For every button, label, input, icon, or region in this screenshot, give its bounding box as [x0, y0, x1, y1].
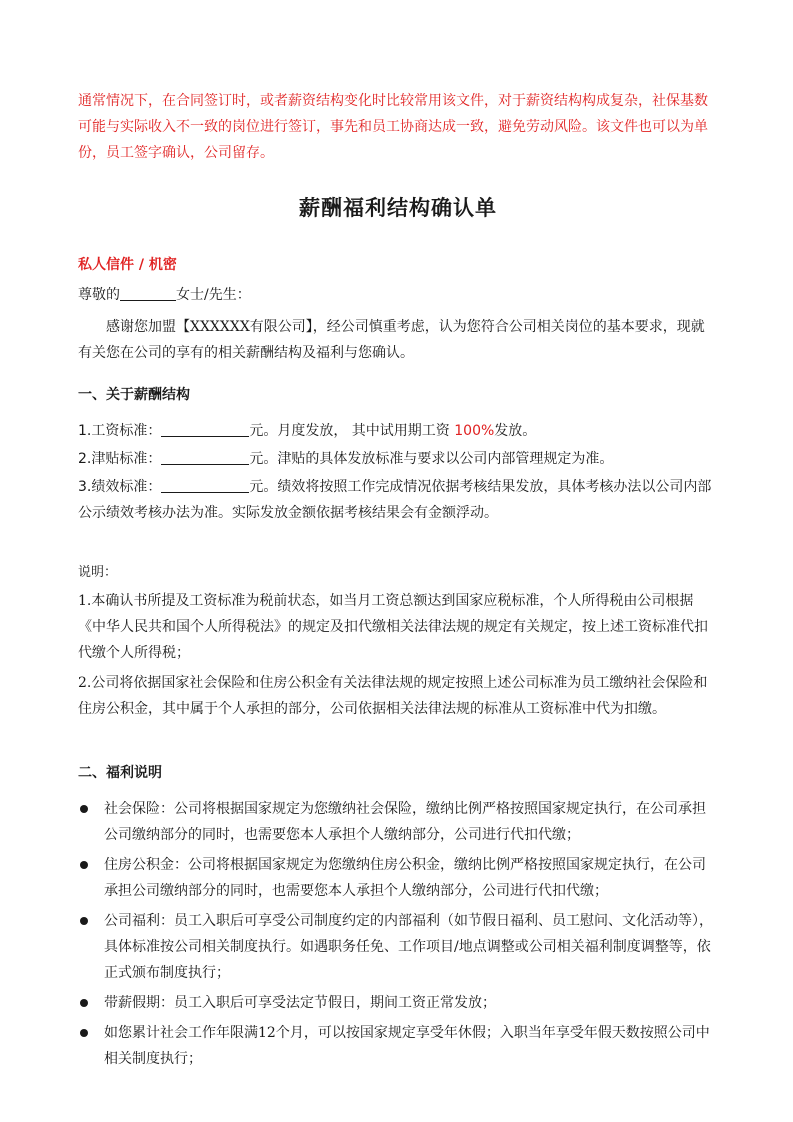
benefits-list — [78, 796, 718, 1072]
salary-item-base — [78, 418, 718, 444]
list-item — [78, 796, 718, 848]
bullet-icon — [80, 805, 88, 813]
list-item-text: 公司福利：员工入职后可享受公司制度约定的内部福利（如节假日福利、员工慰问、文化活动等），具体标准按公司相关制度执行。如遇职务任免、工作项目/地点调整或公司相关福利制度调整等，依正式颁布制度执行； — [104, 913, 713, 981]
amount-blank — [161, 421, 249, 437]
list-item — [78, 1020, 718, 1072]
salary-items — [78, 418, 718, 526]
list-item-text: 带薪假期：员工入职后可享受法定节假日，期间工资正常发放； — [104, 995, 496, 1011]
list-item — [78, 990, 718, 1016]
notes-title: 说明： — [78, 565, 118, 580]
amount-blank — [161, 449, 249, 465]
bullet-icon — [80, 917, 88, 925]
salary-item-label: 3.绩效标准： — [78, 479, 162, 495]
name-blank — [120, 285, 176, 301]
note-item: 2.公司将依据国家社会保险和住房公积金有关法律法规的规定按照上述公司标准为员工缴纳社会保险和住房公积金，其中属于个人承担的部分，公司依据相关法律法规的标准从工资标准中代为扣缴。 — [78, 675, 708, 717]
bullet-icon — [80, 1029, 88, 1037]
bullet-icon — [80, 861, 88, 869]
salary-item-performance — [78, 474, 718, 526]
list-item-text: 如您累计社会工作年限满12个月，可以按国家规定享受年休假；入职当年享受年假天数按照公司中相关制度执行； — [104, 1025, 710, 1067]
list-item-text: 住房公积金：公司将根据国家规定为您缴纳住房公积金，缴纳比例严格按照国家规定执行，在公司承担公司缴纳部分的同时，也需要您本人承担个人缴纳部分，公司进行代扣代缴； — [104, 857, 706, 899]
salary-item-label: 2.津贴标准： — [78, 451, 162, 467]
amount-blank — [161, 477, 249, 493]
bullet-icon — [80, 999, 88, 1007]
page-title: 薪酬福利结构确认单 — [299, 195, 497, 220]
salary-item-text: 元。月度发放， 其中试用期工资 — [249, 423, 455, 439]
list-item-text: 社会保险：公司将根据国家规定为您缴纳社会保险，缴纳比例严格按照国家规定执行，在公司承担公司缴纳部分的同时，也需要您本人承担个人缴纳部分，公司进行代扣代缴； — [104, 801, 706, 843]
section-salary-title: 一、关于薪酬结构 — [78, 387, 190, 403]
section-benefits-title: 二、福利说明 — [78, 765, 162, 781]
intro-paragraph: 感谢您加盟【XXXXXX有限公司】，经公司慎重考虑，认为您符合公司相关岗位的基本要求，现就有关您在公司的享有的相关薪酬结构及福利与您确认。 — [78, 319, 705, 361]
note-item: 1.本确认书所提及工资标准为税前状态，如当月工资总额达到国家应税标准，个人所得税由公司根据《中华人民共和国个人所得税法》的规定及扣代缴相关法律法规的规定有关规定，按上述工资标准代扣代缴个人所得税； — [78, 593, 708, 661]
salary-item-text: 元。绩效将按照工作完成情况依据考核结果发放，具体考核办法以公司内部公示绩效考核办法为准。实际发放金额依据考核结果会有金额浮动。 — [78, 479, 712, 521]
document-page — [78, 88, 718, 1076]
greeting-prefix: 尊敬的 — [78, 287, 120, 303]
salary-item-text: 元。津贴的具体发放标准与要求以公司内部管理规定为准。 — [249, 451, 614, 467]
greeting-suffix: 女士/先生： — [176, 287, 251, 303]
list-item — [78, 852, 718, 904]
salary-item-text-end: 发放。 — [494, 423, 537, 439]
salary-item-allowance — [78, 446, 718, 472]
usage-notice: 通常情况下，在合同签订时，或者薪资结构变化时比较常用该文件，对于薪资结构构成复杂，社保基数可能与实际收入不一致的岗位进行签订，事先和员工协商达成一致，避免劳动风险。该文件也可以为单份，员工签字确认，公司留存。 — [78, 93, 708, 161]
salary-item-label: 1.工资标准： — [78, 423, 162, 439]
confidential-label: 私人信件 / 机密 — [78, 257, 177, 273]
greeting-line — [78, 282, 718, 308]
probation-percent: 100% — [454, 423, 495, 439]
list-item — [78, 908, 718, 986]
